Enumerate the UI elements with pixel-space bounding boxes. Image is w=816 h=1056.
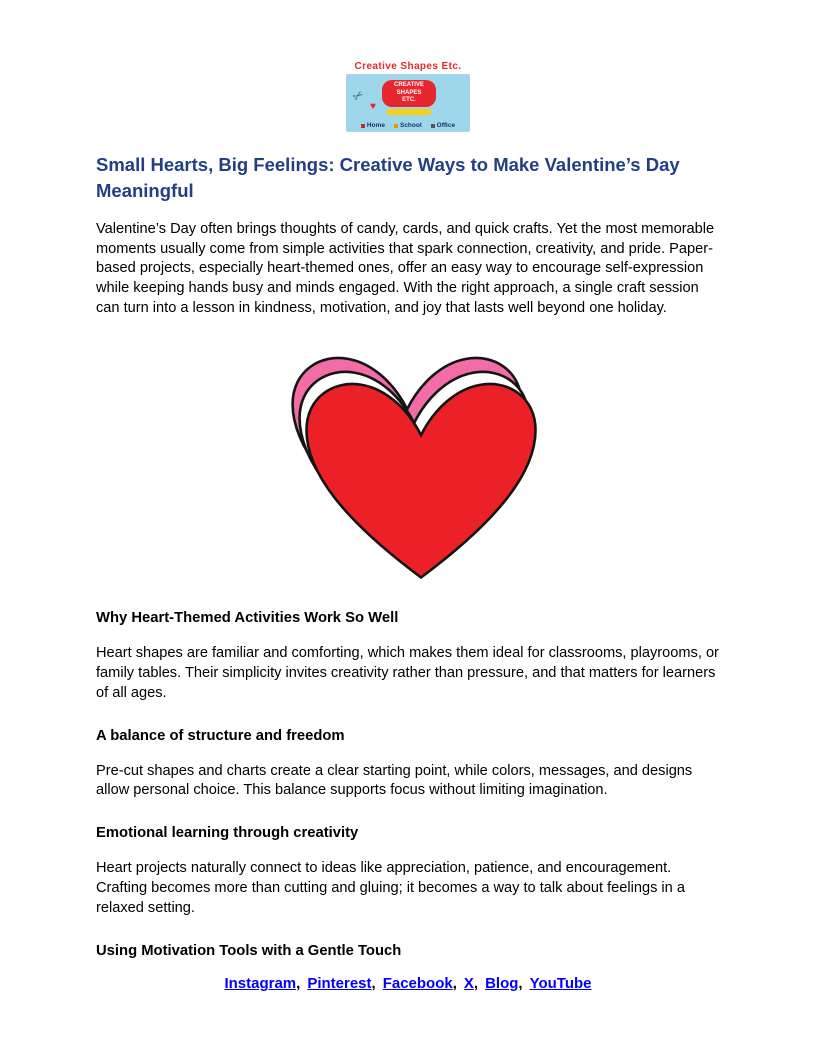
logo-ribbon	[387, 109, 431, 115]
page-title: Small Hearts, Big Feelings: Creative Ways to Make Valentine’s Day Meaningful	[96, 154, 680, 201]
intro-paragraph: Valentine’s Day often brings thoughts of candy, cards, and quick crafts. Yet the most memorable moments usually come from simple activities that spark connection, creativity, and pride. Paper-based projects, especially heart-themed ones, offer an easy way to encourage self-expression while keeping hands busy and minds engaged. With the right approach, a single craft session can turn into a lesson in kindness, motivation, and joy that lasts well beyond one holiday.	[96, 220, 715, 317]
logo-category-label: Home	[366, 122, 385, 129]
logo-area	[0, 0, 816, 132]
heart-graphic	[96, 338, 720, 586]
logo-badge-line1: CREATIVE	[394, 82, 424, 89]
link-facebook[interactable]: Facebook	[382, 975, 453, 992]
section-heading-balance: A balance of structure and freedom	[96, 727, 345, 744]
logo-badge-line3: ETC.	[402, 97, 416, 104]
scissors-icon: ✂	[349, 86, 367, 105]
creative-shapes-logo	[346, 61, 470, 132]
logo-wordmark: Creative Shapes Etc.	[354, 61, 462, 72]
layered-hearts-image	[277, 338, 539, 581]
section-body: Pre-cut shapes and charts create a clear starting point, while colors, messages, and designs allow personal choice. This balance supports focus without limiting imagination.	[96, 762, 693, 799]
section-body: Heart shapes are familiar and comforting, which makes them ideal for classrooms, playrooms, or family tables. Their simplicity invites creativity rather than pressure, and that matters for learners of all ages.	[96, 645, 719, 701]
social-links-footer	[0, 975, 816, 992]
separator: ,	[518, 975, 523, 992]
logo-category-office	[431, 122, 455, 129]
logo-category-label: School	[399, 122, 422, 129]
school-icon	[394, 124, 398, 128]
logo-categories	[346, 122, 470, 129]
logo-category-school	[394, 122, 422, 129]
logo-category-label: Office	[436, 122, 456, 129]
logo-image	[346, 74, 470, 132]
link-instagram[interactable]: Instagram	[224, 975, 297, 992]
separator: ,	[296, 975, 301, 992]
heart-icon: ♥	[370, 101, 376, 112]
office-icon	[431, 124, 435, 128]
logo-badge	[382, 80, 436, 107]
section-body: Heart projects naturally connect to ideas like appreciation, patience, and encouragement. Crafting becomes more than cutting and gluing; it becomes a way to talk about feelings in a relaxed setting.	[96, 860, 685, 916]
section-heading-motivation-tools: Using Motivation Tools with a Gentle Touch	[96, 942, 402, 959]
home-icon	[361, 124, 365, 128]
logo-badge-line2: SHAPES	[396, 89, 422, 96]
link-blog[interactable]: Blog	[485, 975, 519, 992]
document-content	[0, 152, 816, 959]
section-heading-why-hearts-work: Why Heart-Themed Activities Work So Well	[96, 610, 399, 626]
separator: ,	[452, 975, 457, 992]
link-pinterest[interactable]: Pinterest	[307, 975, 372, 992]
link-youtube[interactable]: YouTube	[529, 975, 592, 992]
section-heading-emotional-learning: Emotional learning through creativity	[96, 825, 359, 842]
link-x[interactable]: X	[463, 975, 474, 992]
logo-category-home	[361, 122, 385, 129]
separator: ,	[473, 975, 479, 992]
separator: ,	[371, 975, 376, 992]
